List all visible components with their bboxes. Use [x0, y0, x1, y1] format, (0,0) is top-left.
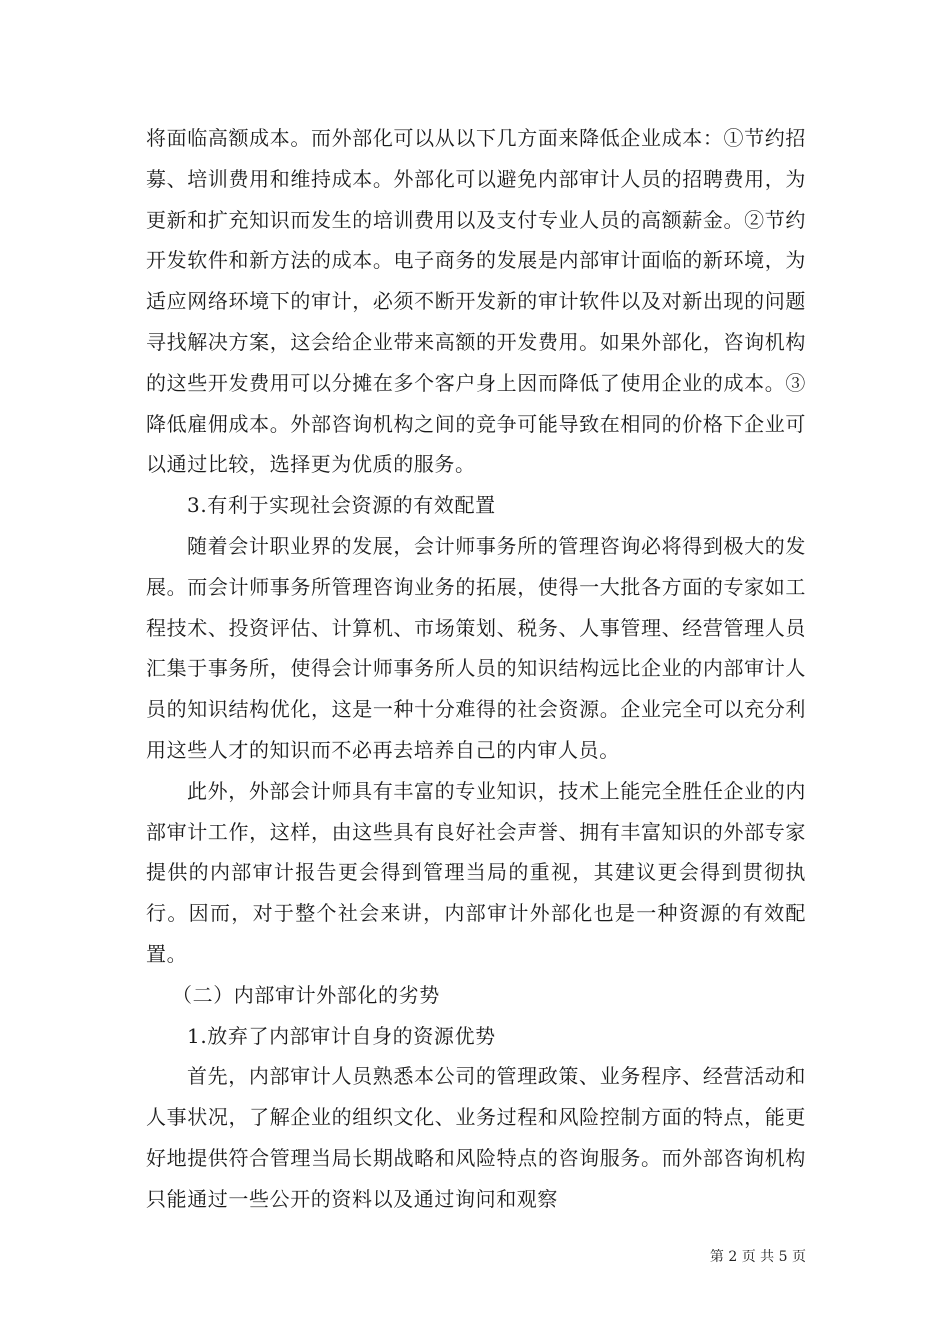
subheading-resource-advantage: 1.放弃了内部审计自身的资源优势 — [187, 1023, 496, 1048]
paragraph-accounting-development: 随着会计职业界的发展，会计师事务所的管理咨询必将得到极大的发展。而会计师事务所管理咨询业务的拓展，使得一大批各方面的专家如工程技术、投资评估、计算机、市场策划、税务、人事管理、经营管理人员汇集于事务所，使得会计师事务所人员的知识结构远比企业的内部审计人员的知识结构优化，这是一种十分难得的社会资源。企业完全可以充分利用这些人才的知识而不必再去培养自己的内审人员。 — [146, 533, 806, 762]
paragraph-external-expertise: 此外，外部会计师具有丰富的专业知识，技术上能完全胜任企业的内部审计工作，这样，由这些具有良好社会声誉、拥有丰富知识的外部专家提供的内部审计报告更会得到管理当局的重视，其建议更会得到贯彻执行。因而，对于整个社会来讲，内部审计外部化也是一种资源的有效配置。 — [146, 778, 806, 966]
paragraph-internal-familiarity: 首先，内部审计人员熟悉本公司的管理政策、业务程序、经营活动和人事状况，了解企业的组织文化、业务过程和风险控制方面的特点，能更好地提供符合管理当局长期战略和风险特点的咨询服务。而外部咨询机构只能通过一些公开的资料以及通过询问和观察 — [146, 1064, 806, 1211]
page-number: 第 2 页 共 5 页 — [709, 1249, 806, 1265]
body-text — [146, 118, 806, 1220]
section-heading-disadvantages: （二）内部审计外部化的劣势 — [172, 982, 440, 1007]
paragraph-cost-reduction: 将面临高额成本。而外部化可以从以下几方面来降低企业成本：①节约招募、培训费用和维持成本。外部化可以避免内部审计人员的招聘费用，为更新和扩充知识而发生的培训费用以及支付专业人员的高额薪金。②节约开发软件和新方法的成本。电子商务的发展是内部审计面临的新环境，为适应网络环境下的审计，必须不断开发新的审计软件以及对新出现的问题寻找解决方案，这会给企业带来高额的开发费用。如果外部化，咨询机构的这些开发费用可以分摊在多个客户身上因而降低了使用企业的成本。③降低雇佣成本。外部咨询机构之间的竞争可能导致在相同的价格下企业可以通过比较，选择更为优质的服务。 — [146, 126, 806, 477]
subheading-resource-allocation: 3.有利于实现社会资源的有效配置 — [187, 493, 496, 518]
